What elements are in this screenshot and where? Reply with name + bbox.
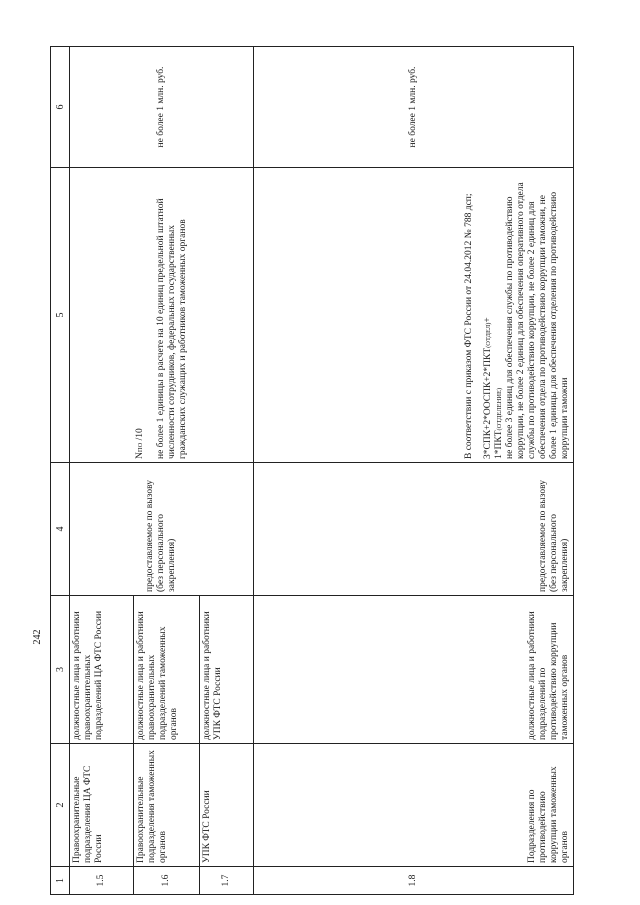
header-cell: 4 [51,463,70,596]
persons-cell: должностные лица и работники правоохранительных подразделений таможенных органов [134,596,200,744]
header-cell: 1 [51,867,70,895]
rotated-table-container [32,47,574,895]
subdivision-cell: УПК ФТС России [200,744,254,867]
subdivision-cell: Правоохранительные подразделения таможенных органов [134,744,200,867]
row-number: 1.7 [200,867,254,895]
limit-cell: не более 1 млн. руб. [254,47,574,168]
page-number: 242 [32,629,43,645]
norm-cell [70,168,254,463]
norm-text: не более 3 единиц для обеспечения службы по противодействию коррупции, не более 2 единиц для обеспечения оперативного отдела службы по противодействию коррупции, не более 2 единиц для обеспечения отдела по противодействию коррупции таможни, не более 1 единицы для обеспечения отделения по противодействию коррупции таможни [505,182,570,459]
header-cell: 6 [51,47,70,168]
header-cell: 3 [51,596,70,744]
table-row [70,47,134,895]
mode-text: предоставляемое по вызову (без персонального закрепления) [145,479,177,592]
mode-cell [70,463,254,596]
persons-cell: должностные лица и работники правоохранительных подразделений ЦА ФТС России [70,596,134,744]
table-row [254,47,574,895]
table-header-row [51,47,70,895]
norm-formula: NПО /10 [134,428,145,459]
persons-cell: должностные лица и работники подразделений по противодействию коррупции таможенных органов [254,596,574,744]
persons-cell: должностные лица и работники УПК ФТС России [200,596,254,744]
norm-cell [254,168,574,463]
vehicle-norms-table [50,46,574,895]
header-cell: 2 [51,744,70,867]
norm-reference: В соответствии с приказом ФТС России от 24.04.2012 № 788 дсп; [464,193,474,459]
row-number: 1.8 [254,867,574,895]
row-number: 1.5 [70,867,134,895]
subdivision-cell: Правоохранительные подразделения ЦА ФТС России [70,744,134,867]
limit-cell: не более 1 млн. руб. [70,47,254,168]
norm-text: не более 1 единицы в расчете на 10 единиц предельной штатной численности сотрудников, федеральных государственных гражданских служащих и работников таможенных органов [155,198,188,459]
norm-formula: 1*ПКТ(ОТДЕЛЕНИЕ) [494,387,504,459]
header-cell: 5 [51,168,70,463]
norm-formula: 3*СПК+2*ООСПК+2*ПКТ(ОТДЕЛ)+ [483,317,493,459]
subdivision-cell: Подразделения по противодействию коррупции таможенных органов [254,744,574,867]
mode-cell: предоставляемое по вызову (без персонального закрепления) [254,463,574,596]
row-number: 1.6 [134,867,200,895]
